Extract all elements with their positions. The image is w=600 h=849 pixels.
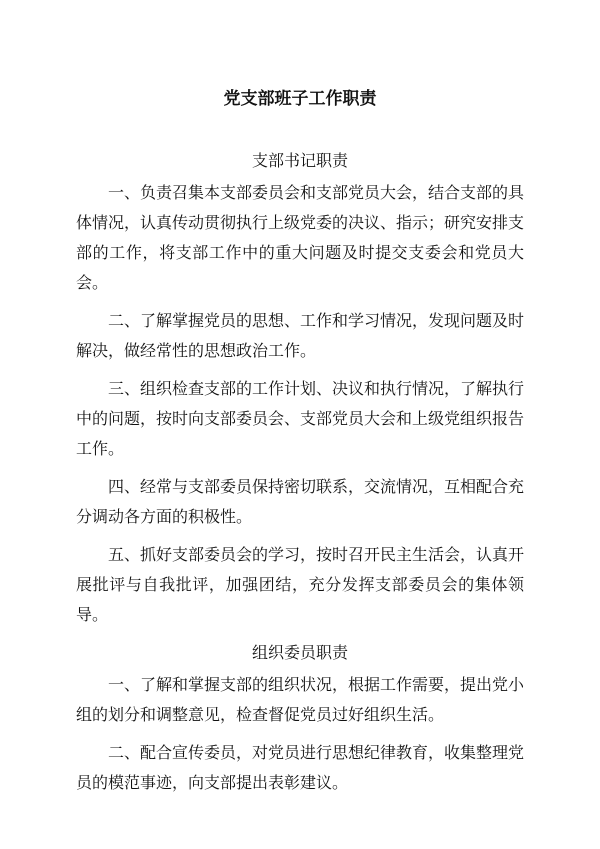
section-heading: 组织委员职责 xyxy=(251,643,348,662)
document-title: 党支部班子工作职责 xyxy=(223,89,377,109)
paragraph: 一、负责召集本支部委员会和支部党员大会，结合支部的具体情况，认真传动贯彻执行上级党委的决议、指示；研究安排支部的工作，将支部工作中的重大问题及时提交支委会和党员大会。 xyxy=(76,183,525,292)
paragraph: 五、抓好支部委员会的学习，按时召开民主生活会，认真开展批评与自我批评，加强团结，充分发挥支部委员会的集体领导。 xyxy=(76,545,525,624)
paragraph: 一、了解和掌握支部的组织状况，根据工作需要，提出党小组的划分和调整意见，检查督促党员过好组织生活。 xyxy=(76,675,525,724)
paragraph: 二、配合宣传委员，对党员进行思想纪律教育，收集整理党员的模范事迹，向支部提出表彰建议。 xyxy=(76,743,525,792)
section-heading: 支部书记职责 xyxy=(251,151,348,170)
paragraph: 三、组织检查支部的工作计划、决议和执行情况，了解执行中的问题，按时向支部委员会、支部党员大会和上级党组织报告工作。 xyxy=(76,379,525,458)
section-organization-duties xyxy=(76,638,524,798)
paragraph: 四、经常与支部委员保持密切联系，交流情况，互相配合充分调动各方面的积极性。 xyxy=(76,477,525,526)
paragraph: 二、了解掌握党员的思想、工作和学习情况，发现问题及时解决，做经常性的思想政治工作。 xyxy=(76,311,525,360)
section-secretary-duties xyxy=(76,146,524,630)
